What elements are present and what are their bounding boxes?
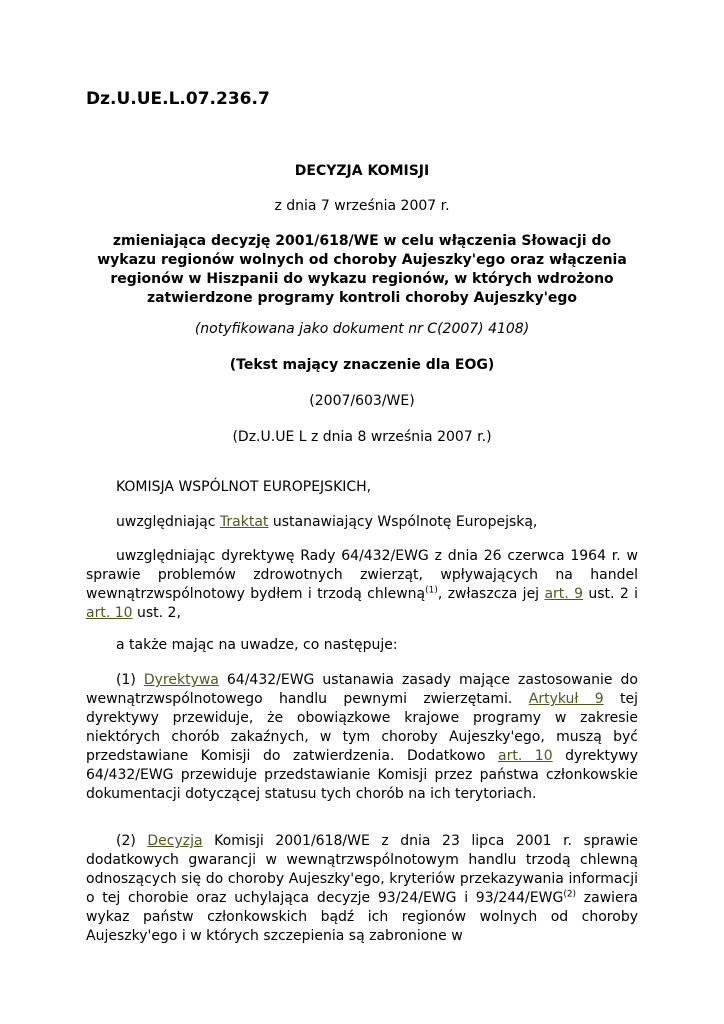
decision-date: z dnia 7 września 2007 r. — [274, 198, 450, 214]
decision-reference: (2007/603/WE) — [309, 393, 415, 409]
recital-2 — [86, 832, 638, 946]
recital-1-text-1: 64/432/EWG ustanawia zasady mające zastosowanie do wewnątrzwspólnotowego handlu pewnymi zwierzętami. — [86, 672, 639, 707]
recital-1 — [86, 671, 638, 804]
treaty-text-after: ustanawiający Wspólnotę Europejską, — [268, 514, 538, 530]
recital-1-text-3: dyrektywy 64/432/EWG przewiduje przedstawianie Komisji przez państwa członkowskie dokumentacji dotyczącej statusu tych chorób na ich terytoriach. — [86, 748, 638, 802]
recital-1-text-2: tej dyrektywy przewiduje, że obowiązkowe krajowe programy w zakresie niektórych chorób zakaźnych, w tym choroby Aujeszky'ego, muszą być przedstawiane Komisji do zatwierdzenia. Dodatkowo — [86, 691, 638, 764]
directive-text-2: , zwłaszcza jej — [437, 586, 545, 602]
decision-subject: zmieniająca decyzję 2001/618/WE w celu włączenia Słowacji do wykazu regionów wolnych od choroby Aujeszky'ego oraz włączenia regionów w Hiszpanii do wykazu regionów, w których wdrożono zatwierdzone programy kontroli choroby Aujeszky'ego — [97, 233, 627, 306]
directive-link[interactable]: Dyrektywa — [143, 672, 219, 688]
recital-2-number: (2) — [116, 833, 148, 849]
decision-title: DECYZJA KOMISJI — [294, 163, 430, 179]
article-9-recital-link[interactable]: Artykuł 9 — [528, 691, 604, 707]
treaty-paragraph — [86, 513, 638, 532]
recital-2-text-1: Komisji 2001/618/WE z dnia 23 lipca 2001 r. sprawie dodatkowych gwarancji w wewnątrzwspólnotowym handlu trzodą chlewną odnoszących się do choroby Aujeszky'ego, kryteriów przekazywania informacji o tej chorobie oraz uchylająca decyzje 93/24/EWG i 93/244/EWG — [86, 833, 639, 906]
recital-1-number: (1) — [116, 672, 144, 688]
whereas-paragraph: a także mając na uwadze, co następuje: — [116, 637, 398, 653]
recital-2-text-2: zawiera wykaz państw członkowskich bądź ich regionów wolnych od choroby Aujeszky'ego i w których szczepienia są zabronione w — [86, 890, 638, 944]
treaty-text-before: uwzględniając — [116, 514, 220, 530]
decision-link[interactable]: Decyzja — [147, 833, 203, 849]
directive-paragraph — [86, 547, 638, 623]
directive-text-3: ust. 2 i — [582, 586, 638, 602]
notification-note: (notyfikowana jako dokument nr C(2007) 4108) — [194, 321, 530, 337]
directive-text-1: uwzględniając dyrektywę Rady 64/432/EWG z dnia 26 czerwca 1964 r. w sprawie problemów zdrowotnych zwierząt, wpływających na handel wewnątrzwspólnotowy bydłem i trzodą chlewną — [86, 548, 638, 602]
commission-paragraph: KOMISJA WSPÓLNOT EUROPEJSKICH, — [116, 479, 372, 495]
footnote-1-marker[interactable]: (1) — [425, 585, 438, 596]
eea-relevance-note: (Tekst mający znaczenie dla EOG) — [229, 357, 495, 373]
article-10-recital-link[interactable]: art. 10 — [498, 748, 553, 764]
footnote-2-marker[interactable]: (2) — [563, 889, 577, 900]
treaty-link[interactable]: Traktat — [219, 514, 269, 530]
directive-text-4: ust. 2, — [132, 605, 181, 621]
article-9-link[interactable]: art. 9 — [544, 586, 583, 602]
document-id: Dz.U.UE.L.07.236.7 — [86, 89, 270, 109]
official-journal-reference: (Dz.U.UE L z dnia 8 września 2007 r.) — [232, 429, 492, 445]
article-10-link[interactable]: art. 10 — [86, 605, 133, 621]
